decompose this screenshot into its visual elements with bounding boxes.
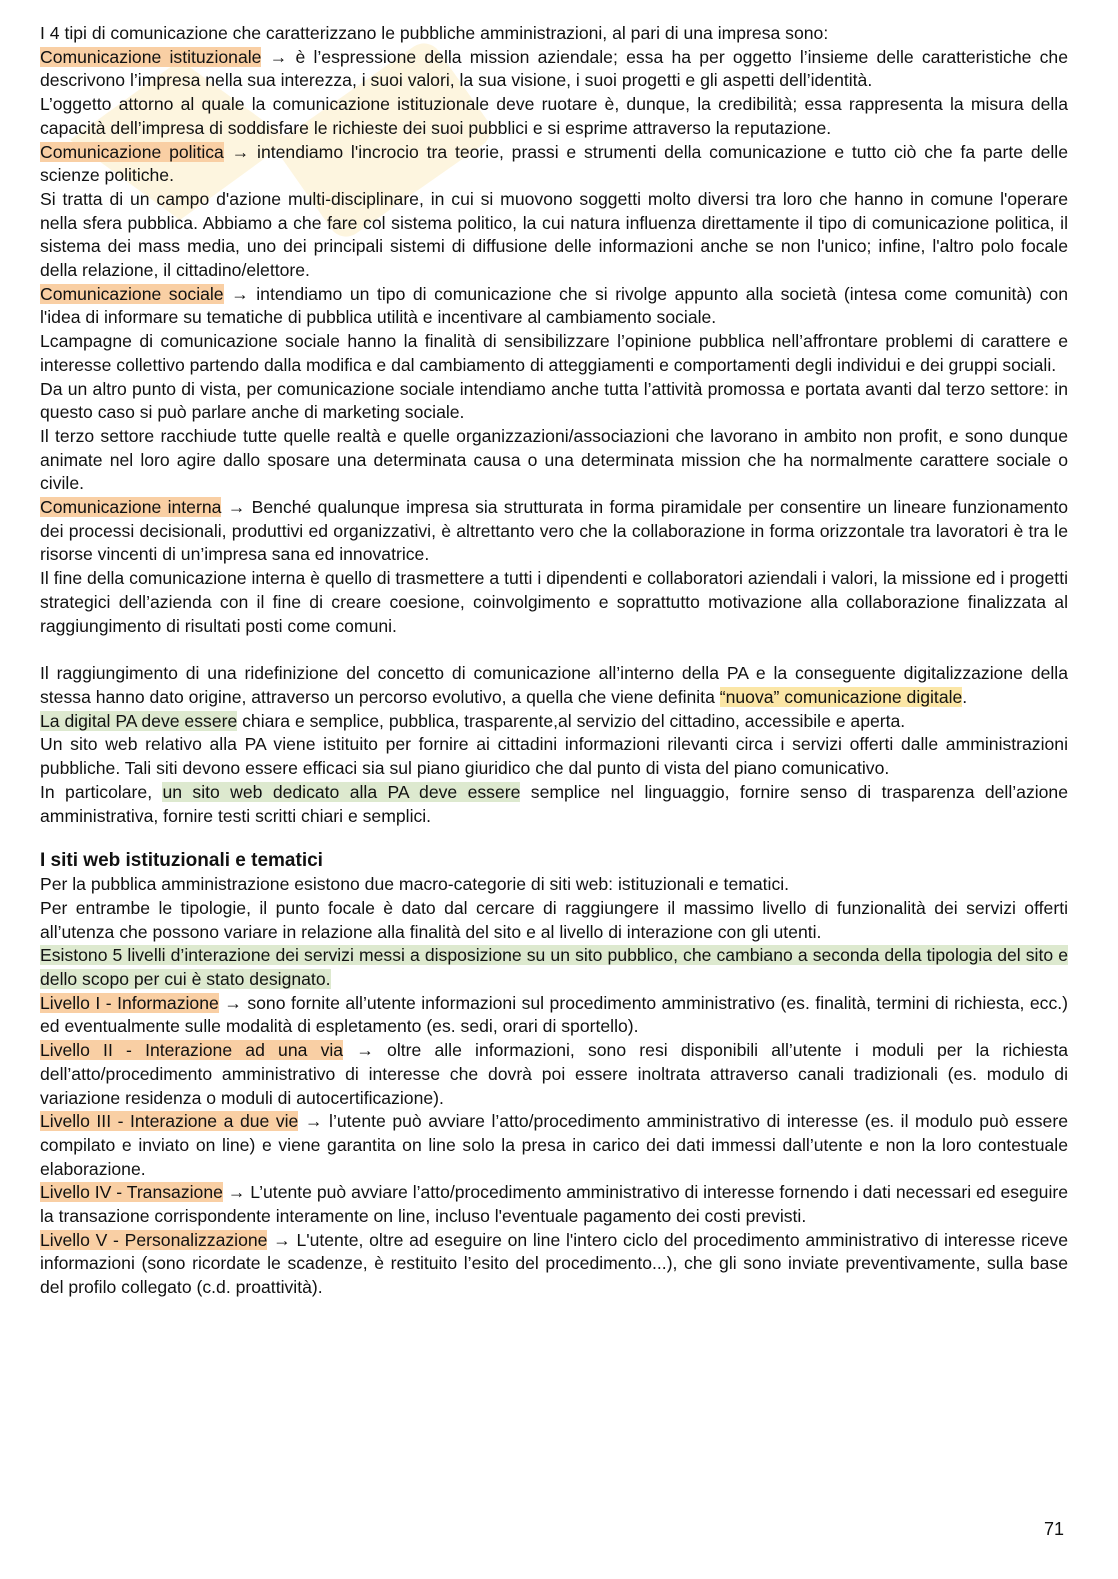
interna-definition: Comunicazione interna → Benché qualunque impresa sia strutturata in forma piramidale per consentire un lineare funzionamento dei processi decisionali, produttivi ed organizzativi, è altrettanto vero che la collaborazione in forma orizzontale tra lavoratori è tra le risorse vincenti di un’impresa sana ed innovatrice. — [40, 497, 1068, 565]
siti-paragraph-2: Per entrambe le tipologie, il punto focale è dato dal cercare di raggiungere il massimo livello di funzionalità dei servizi offerti all’utenza che possono variare in relazione alla finalità del sito e al livello di interazione con gli utenti. — [40, 897, 1068, 942]
spacer — [40, 828, 1068, 848]
livello-2: Livello II - Interazione ad una via → oltre alle informazioni, sono resi disponibili all’utente i moduli per la richiesta dell’atto/procedimento amministrativo di interesse che dovrà poi essere inoltrata attraverso canali tradizionali (es. modulo di variazione residenza o moduli di autocertificazione). — [40, 1040, 1068, 1108]
livello-1: Livello I - Informazione → sono fornite all’utente informazioni sul procedimento amministrativo (es. finalità, termini di richiesta, ecc.) ed eventualmente sulle modalità di espletamento (es. sedi, orari di sportello). — [40, 992, 1069, 1037]
term-livello-1: Livello I - Informazione — [40, 992, 219, 1013]
sociale-definition: Comunicazione sociale → intendiamo un tipo di comunicazione che si rivolge appunto alla società (intesa come comunità) con l'idea di informare su tematiche di pubblica utilità e incentivare al cambiamento sociale. — [40, 283, 1068, 328]
term-livello-4: Livello IV - Transazione — [40, 1182, 223, 1203]
livelli-intro — [40, 944, 1068, 991]
sociale-paragraph-3: Il terzo settore racchiude tutte quelle realtà e quelle organizzazioni/associazioni che lavorano in ambito non profit, e sono dunque animate nel loro agire dallo sposare una determinata causa o una determinata mission che ha normalmente carattere sociale o civile. — [40, 425, 1068, 494]
section-heading: I siti web istituzionali e tematici — [40, 850, 323, 872]
nuova-comunicazione-highlight: “nuova” comunicazione digitale — [719, 686, 963, 707]
interna-paragraph: Il fine della comunicazione interna è quello di trasmettere a tutti i dipendenti e collaboratori aziendali i valori, la missione ed i progetti strategici dell’azienda con il fine di creare coesione, coinvolgimento e soprattutto motivazione alla collaborazione finalizzata al raggiungimento di risultati posti come comuni. — [40, 568, 1068, 636]
livello-4: Livello IV - Transazione → L’utente può avviare l’atto/procedimento amministrativo di interesse fornendo i dati necessari ed eseguire la transazione corrispondente interamente on line, incluso l'eventuale pagamento dei costi previsti. — [40, 1182, 1068, 1227]
siti-paragraph-1: Per la pubblica amministrazione esistono due macro-categorie di siti web: istituzionali e tematici. — [40, 874, 790, 895]
term-livello-5: Livello V - Personalizzazione — [40, 1229, 268, 1250]
term-sociale: Comunicazione sociale — [40, 283, 224, 304]
intro-paragraph: I 4 tipi di comunicazione che caratterizzano le pubbliche amministrazioni, al pari di una impresa sono: — [40, 23, 829, 43]
livello-5: Livello V - Personalizzazione → L'utente, oltre ad eseguire on line l'intero ciclo del procedimento amministrativo di interesse riceve informazioni (sono ricordate le scadenze, è restituito l’esito del procedimento...), che gli sono inviate preventivamente, sulla base del profilo collegato (c.d. proattività). — [40, 1229, 1068, 1298]
term-livello-3: Livello III - Interazione a due vie — [40, 1111, 299, 1132]
sociale-paragraph-1: Lcampagne di comunicazione sociale hanno la finalità di sensibilizzare l’opinione pubblica nell’affrontare problemi di carattere e interesse collettivo partendo dalla modifica e dal cambiamento di atteggiamenti e comportamenti degli individui e dei gruppi sociali. — [40, 331, 1068, 375]
digitale-paragraph: Il raggiungimento di una ridefinizione del concetto di comunicazione all’interno della PA e la conseguente digitalizzazione della stessa hanno dato origine, attraverso un percorso evolutivo, a quella che viene definita “nuova” comunicazione digitale. — [40, 663, 1068, 707]
particolare-paragraph: In particolare, un sito web dedicato alla PA deve essere semplice nel linguaggio, fornire senso di trasparenza dell’azione amministrativa, fornire testi scritti chiari e semplici. — [40, 781, 1068, 826]
sociale-paragraph-2: Da un altro punto di vista, per comunicazione sociale intendiamo anche tutta l’attività promossa e portata avanti dal terzo settore: in questo caso si può parlare anche di marketing sociale. — [40, 378, 1068, 423]
term-interna: Comunicazione interna — [40, 497, 222, 518]
sito-web-highlight: un sito web dedicato alla PA deve essere — [162, 781, 521, 802]
livelli-highlight: Esistono 5 livelli d’interazione dei servizi messi a disposizione su un sito pubblico, che cambiano a seconda della tipologia del sito e dello scopo per cui è stato designato. — [40, 945, 1068, 990]
digital-pa-highlight: La digital PA deve essere — [40, 710, 238, 731]
term-politica: Comunicazione politica — [40, 141, 224, 162]
livello-3: Livello III - Interazione a due vie → l’utente può avviare l’atto/procedimento amministrativo di interesse (es. il modulo può essere compilato e inviato on line) e viene garantita on line solo la presa in carico dei dati immessi dall’utente e non la loro contestuale elaborazione. — [40, 1111, 1068, 1179]
sito-web-paragraph: Un sito web relativo alla PA viene istituito per fornire ai cittadini informazioni rilevanti circa i servizi offerti dalle amministrazioni pubbliche. Tali siti devono essere efficaci sia sul piano giuridico che dal punto di vista del piano comunicativo. — [40, 734, 1068, 779]
term-livello-2: Livello II - Interazione ad una via — [40, 1040, 344, 1061]
politica-paragraph: Si tratta di un campo d'azione multi-disciplinare, in cui si muovono soggetti molto diversi tra loro che hanno in comune l'operare nella sfera pubblica. Abbiamo a che fare col sistema politico, la cui natura influenza direttamente il tipo di comunicazione politica, il sistema dei mass media, uno dei principali sistemi di diffusione delle informazioni anche se non l'unico; infine, l'altro polo focale della relazione, il cittadino/elettore. — [40, 188, 1068, 281]
politica-definition: Comunicazione politica → intendiamo l'incrocio tra teorie, prassi e strumenti della comunicazione e tutto ciò che fa parte delle scienze politiche. — [40, 141, 1068, 186]
term-istituzionale: Comunicazione istituzionale — [40, 46, 262, 67]
istituzionale-paragraph: L’oggetto attorno al quale la comunicazione istituzionale deve ruotare è, dunque, la credibilità; essa rappresenta la misura della capacità dell’impresa di soddisfare le richieste dei suoi pubblici e si esprime attraverso la reputazione. — [40, 94, 1068, 138]
spacer — [40, 638, 1068, 662]
digital-pa-paragraph: La digital PA deve essere chiara e semplice, pubblica, trasparente,al servizio del cittadino, accessibile e aperta. — [40, 710, 906, 731]
page-number: 71 — [1044, 1519, 1065, 1539]
istituzionale-definition: Comunicazione istituzionale → è l’espressione della mission aziendale; essa ha per oggetto l’insieme delle caratteristiche che descrivono l’impresa nella sua interezza, i suoi valori, la sua visione, i suoi progetti e gli aspetti dell’identità. — [40, 46, 1068, 91]
document-body — [40, 22, 1068, 1300]
